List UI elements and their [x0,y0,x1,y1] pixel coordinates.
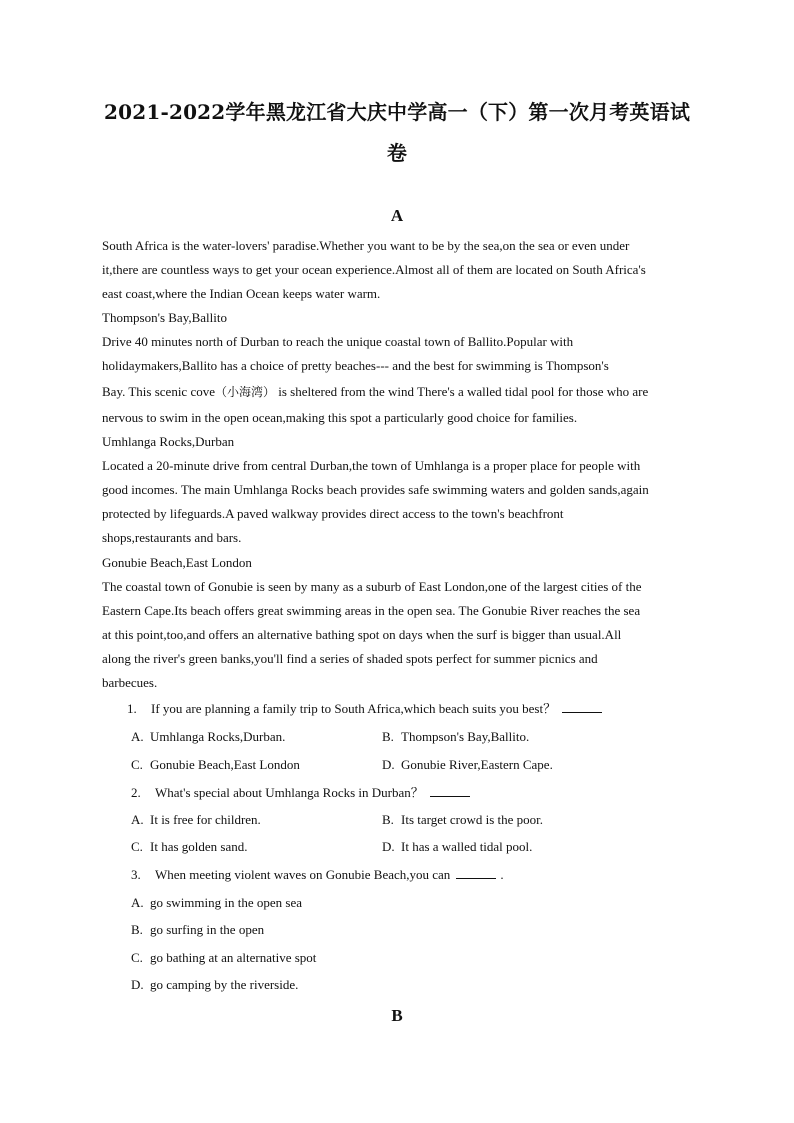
option-text: It is free for children. [150,812,261,827]
passage-line [102,383,702,401]
option-a[interactable] [131,728,285,746]
question-1 [127,700,602,718]
page-title [96,92,698,174]
passage-line: holidaymakers,Ballito has a choice of pretty beaches--- and the best for swimming is Thompson's [102,358,609,373]
option-text: It has a walled tidal pool. [401,839,533,854]
passage-line: east coast,where the Indian Ocean keeps water warm. [102,286,381,301]
option-d[interactable] [382,756,553,774]
question-text: If you are planning a family trip to South Africa,which beach suits you best？ [151,701,557,716]
option-letter: A. [131,812,144,827]
answer-blank[interactable] [456,866,496,879]
passage-line: protected by lifeguards.A paved walkway provides direct access to the town's beachfront [102,506,564,521]
answer-blank[interactable] [562,700,602,713]
passage-line: Drive 40 minutes north of Durban to reach the unique coastal town of Ballito.Popular with [102,334,574,349]
option-letter: B. [382,812,394,827]
passage-gloss: （小海湾） [215,385,276,399]
passage-line: along the river's green banks,you'll find a series of shaded spots perfect for summer picnics and [102,651,598,666]
option-text: It has golden sand. [150,839,248,854]
section-a-heading: A [390,206,404,225]
passage-text: Bay. This scenic cove [102,384,215,399]
option-letter: D. [382,839,395,854]
option-letter: D. [131,977,144,992]
passage-line: it,there are countless ways to get your ocean experience.Almost all of them are located on South Africa's [102,262,646,277]
option-text: Umhlanga Rocks,Durban. [150,729,286,744]
question-3 [131,866,504,884]
option-text: go camping by the riverside. [150,977,299,992]
answer-blank[interactable] [430,784,470,797]
passage-line: nervous to swim in the open ocean,making this spot a particularly good choice for families. [102,410,578,425]
question-suffix: . [500,867,504,882]
option-letter: C. [131,757,143,772]
passage-line: South Africa is the water-lovers' paradise.Whether you want to be by the sea,on the sea or even under [102,238,630,253]
option-a[interactable] [131,811,261,829]
passage-text: is sheltered from the wind There's a walled tidal pool for those who are [275,384,649,399]
option-letter: C. [131,950,143,965]
passage-subheading: Thompson's Bay,Ballito [102,310,227,325]
question-number: 3. [131,867,141,882]
passage-subheading: Umhlanga Rocks,Durban [102,434,235,449]
title-line-1: 2021-2022学年黑龙江省大庆中学高一（下）第一次月考英语试 [103,100,691,124]
option-c[interactable] [131,838,247,856]
option-letter: A. [131,729,144,744]
option-b[interactable] [382,728,529,746]
passage-line: at this point,too,and offers an alternative bathing spot on days when the surf is bigger than usual.All [102,627,622,642]
question-2 [131,784,470,802]
passage-subheading: Gonubie Beach,East London [102,555,252,570]
option-c[interactable] [131,949,316,967]
option-text: Gonubie River,Eastern Cape. [401,757,553,772]
passage-line: good incomes. The main Umhlanga Rocks beach provides safe swimming waters and golden sands,again [102,482,649,497]
option-text: go swimming in the open sea [150,895,303,910]
option-text: Its target crowd is the poor. [401,812,544,827]
option-c[interactable] [131,756,300,774]
option-text: go surfing in the open [150,922,265,937]
question-text: What's special about Umhlanga Rocks in Durban？ [155,785,424,800]
option-letter: B. [131,922,143,937]
passage-line: barbecues. [102,675,158,690]
option-text: go bathing at an alternative spot [150,950,317,965]
section-b-heading: B [391,1006,403,1025]
option-b[interactable] [131,921,264,939]
question-text: When meeting violent waves on Gonubie Beach,you can [155,867,451,882]
option-text: Gonubie Beach,East London [150,757,300,772]
option-letter: A. [131,895,144,910]
passage-line: Eastern Cape.Its beach offers great swimming areas in the open sea. The Gonubie River reaches the sea [102,603,641,618]
option-letter: B. [382,729,394,744]
option-a[interactable] [131,894,302,912]
option-letter: C. [131,839,143,854]
option-d[interactable] [382,838,532,856]
option-letter: D. [382,757,395,772]
title-line-2: 卷 [386,141,408,165]
passage-line: The coastal town of Gonubie is seen by many as a suburb of East London,one of the largest cities of the [102,579,642,594]
passage-line: shops,restaurants and bars. [102,530,242,545]
option-d[interactable] [131,976,298,994]
option-b[interactable] [382,811,543,829]
question-number: 2. [131,785,141,800]
option-text: Thompson's Bay,Ballito. [401,729,530,744]
passage-line: Located a 20-minute drive from central Durban,the town of Umhlanga is a proper place for people with [102,458,641,473]
question-number: 1. [127,701,137,716]
